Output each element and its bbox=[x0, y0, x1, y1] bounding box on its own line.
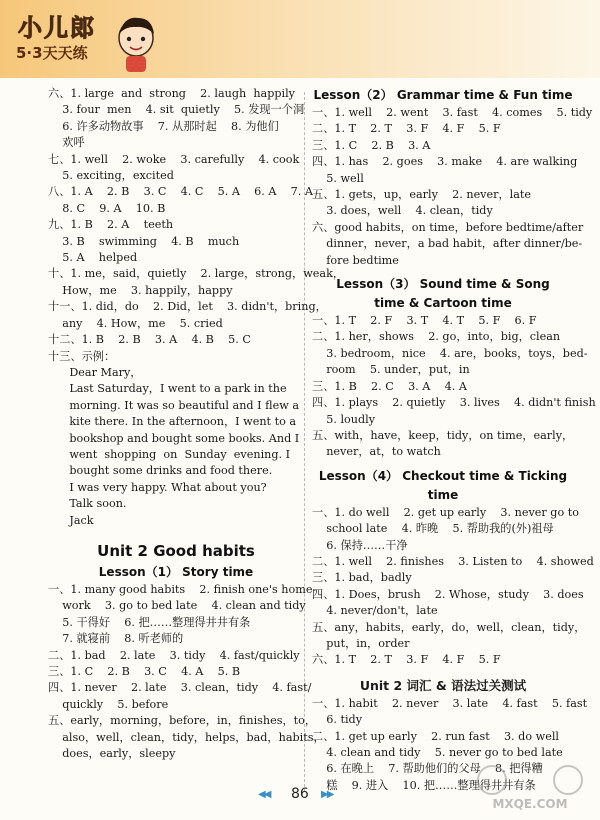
answer-line: 九、1. B 2. A teeth bbox=[48, 218, 174, 232]
answer-line: 二、1. T 2. T 3. F 4. F 5. F bbox=[312, 122, 501, 136]
answer-line: Last Saturday，I went to a park in the bbox=[48, 382, 287, 396]
answer-line: 二、1. bad 2. late 3. tidy 4. fast/quickly bbox=[48, 648, 300, 662]
lesson-3-title-line1: Lesson（3） Sound time & Song bbox=[336, 277, 550, 292]
answer-line: morning. It was so beautiful and I flew a bbox=[48, 398, 300, 412]
answer-line: 4. never/don't，late bbox=[312, 604, 438, 618]
answer-line: 三、1. C 2. B 3. A bbox=[312, 138, 431, 152]
answer-line: 5. loudly bbox=[312, 412, 376, 426]
answer-line: does，early，sleepy bbox=[48, 747, 176, 761]
answer-line: fore bedtime bbox=[312, 253, 399, 267]
answer-line: 五、early，morning，before，in，finishes，to， bbox=[48, 714, 317, 728]
answer-line: How，me 3. happily，happy bbox=[48, 283, 233, 297]
answer-line: 十、1. me，said，quietly 2. large，strong，weak， bbox=[48, 267, 345, 281]
answer-line: 七、1. well 2. woke 3. carefully 4. cook bbox=[48, 152, 300, 166]
answer-line: dinner，never，a bad habit，after dinner/be- bbox=[312, 237, 583, 251]
previous-page-arrows-icon[interactable]: ◀◀ bbox=[258, 789, 270, 800]
lesson-4-title: Lesson（4） Checkout time & Ticking time bbox=[318, 468, 568, 502]
answer-line: 五、any，habits，early，do，well，clean，tidy， bbox=[312, 620, 586, 634]
answer-line: 5. 干得好 6. 把……整理得井井有条 bbox=[48, 615, 251, 629]
answer-line: 一、1. habit 2. never 3. late 4. fast 5. fast bbox=[312, 696, 588, 710]
mascot-icon bbox=[114, 14, 158, 74]
answer-line: I was very happy. What about you? bbox=[48, 480, 267, 494]
right-column bbox=[312, 86, 596, 794]
answer-line: 二、1. well 2. finishes 3. Listen to 4. showed bbox=[312, 554, 594, 568]
answer-line: put，in，order bbox=[312, 636, 410, 650]
answer-line: 五、1. gets，up，early 2. never，late bbox=[312, 188, 532, 202]
answer-line: 一、1. well 2. went 3. fast 4. comes 5. tidy bbox=[312, 106, 593, 119]
answer-line: went shopping on Sunday evening. I bbox=[48, 447, 291, 461]
answer-line: 3. bedroom，nice 4. are，books，toys，bed- bbox=[312, 346, 588, 360]
vocab-grammar-test-title: Unit 2 词汇 & 语法过关测试 bbox=[359, 677, 527, 693]
answer-line: 6. 保持……干净 bbox=[312, 538, 408, 552]
logo-title: 小儿郎 bbox=[18, 14, 96, 42]
answer-line: 三、1. C 2. B 3. C 4. A 5. B bbox=[48, 665, 241, 678]
answer-line: 5. exciting，excited bbox=[48, 169, 174, 183]
answer-line: 二、1. get up early 2. run fast 3. do well bbox=[312, 729, 559, 743]
lesson-3-answers bbox=[312, 313, 596, 461]
answer-line: 三、1. B 2. C 3. A 4. A bbox=[312, 379, 467, 393]
watermark-logo bbox=[470, 760, 590, 812]
answer-line: Talk soon. bbox=[48, 497, 127, 511]
lesson-1-title: Lesson（1） Story time bbox=[98, 564, 254, 579]
answer-line: 十二、1. B 2. B 3. A 4. B 5. C bbox=[48, 333, 251, 347]
answer-line: 3. does，well 4. clean，tidy bbox=[312, 204, 493, 218]
lesson-4-answers bbox=[312, 505, 594, 669]
answer-line: 4. clean and tidy 5. never go to bed late bbox=[312, 746, 563, 759]
lesson-2-title: Lesson（2） Grammar time & Fun time bbox=[313, 88, 573, 102]
next-page-arrows-icon[interactable]: ▶▶ bbox=[321, 789, 333, 800]
answer-line: 7. 就寝前 8. 听老师的 bbox=[48, 632, 184, 646]
answer-line: 四、1. never 2. late 3. clean，tidy 4. fast/ bbox=[48, 681, 312, 695]
answer-line: work 3. go to bed late 4. clean and tidy bbox=[48, 599, 306, 613]
answer-line: Jack bbox=[48, 513, 94, 527]
logo-subtitle: 5·3天天练 bbox=[16, 44, 88, 62]
logo bbox=[12, 6, 162, 74]
answer-line: 6. 在晚上 7. 帮助他们的父母 8. 把得糟 bbox=[312, 762, 543, 776]
answer-line: 四、1. Does，brush 2. Whose，study 3. does bbox=[312, 587, 584, 601]
answer-line: 糕 9. 进入 10. 把……整理得井井有条 bbox=[312, 778, 536, 792]
answer-line: 一、1. do well 2. get up early 3. never go to bbox=[312, 505, 579, 519]
answer-line: any 4. How，me 5. cried bbox=[48, 316, 223, 330]
answer-line: 二、1. her，shows 2. go，into，big，clean bbox=[312, 330, 561, 344]
answer-line: 八、1. A 2. B 3. C 4. C 5. A 6. A 7. A bbox=[48, 185, 313, 199]
answer-line: 六、1. large and strong 2. laugh happily bbox=[48, 87, 295, 100]
answer-line: room 5. under，put，in bbox=[312, 363, 470, 377]
answer-line: Dear Mary， bbox=[48, 365, 142, 379]
answer-line: 四、1. plays 2. quietly 3. lives 4. didn't finish bbox=[312, 396, 596, 410]
watermark-text: MXQE.COM bbox=[492, 797, 568, 811]
answer-line: 欢呼 bbox=[48, 136, 85, 150]
answer-line: school late 4. 昨晚 5. 帮助我的(外)祖母 bbox=[312, 522, 554, 536]
answer-line: also，well，clean，tidy，helps，bad，habits， bbox=[48, 730, 325, 744]
answer-line: kite there. In the afternoon，I went to a bbox=[48, 415, 297, 429]
answer-line: 十一、1. did，do 2. Did，let 3. didn't，bring， bbox=[48, 300, 327, 314]
answer-line: 三、1. bad，badly bbox=[312, 571, 412, 585]
answer-line: quickly 5. before bbox=[48, 697, 169, 711]
answer-line: 十三、示例： bbox=[48, 349, 116, 363]
answer-line: 5. well bbox=[312, 171, 364, 185]
answer-line: 六、1. T 2. T 3. F 4. F 5. F bbox=[312, 653, 501, 667]
answer-line: 3. four men 4. sit quietly 5. 发现一个洞 bbox=[48, 103, 305, 117]
unit-title: Unit 2 Good habits bbox=[97, 541, 255, 560]
answer-line: 8. C 9. A 10. B bbox=[48, 201, 166, 215]
answer-line: 一、1. T 2. F 3. T 4. T 5. F 6. F bbox=[312, 314, 537, 328]
lesson-3-title-line2: time & Cartoon time bbox=[374, 296, 512, 311]
answer-line: 6. 许多动物故事 7. 从那时起 8. 为他们 bbox=[48, 119, 279, 133]
lesson-1-answers bbox=[48, 582, 325, 762]
page-number: 86 bbox=[291, 786, 309, 802]
answer-line: 6. tidy bbox=[312, 713, 363, 727]
answer-line: 3. B swimming 4. B much bbox=[48, 234, 240, 248]
answer-line: 五、with，have，keep，tidy，on time，early， bbox=[312, 428, 574, 442]
answer-line: 一、1. many good habits 2. finish one's home- bbox=[48, 582, 317, 596]
lesson-2-answers bbox=[312, 105, 593, 269]
answer-line: bookshop and bought some books. And I bbox=[48, 431, 300, 445]
answer-line: never，at，to watch bbox=[312, 445, 441, 459]
answer-line: 5. A helped bbox=[48, 251, 138, 265]
answer-line: 四、1. has 2. goes 3. make 4. are walking bbox=[312, 155, 578, 169]
answer-line: 六、good habits，on time，before bedtime/after bbox=[312, 220, 584, 234]
answer-line: bought some drinks and food there. bbox=[48, 464, 273, 478]
